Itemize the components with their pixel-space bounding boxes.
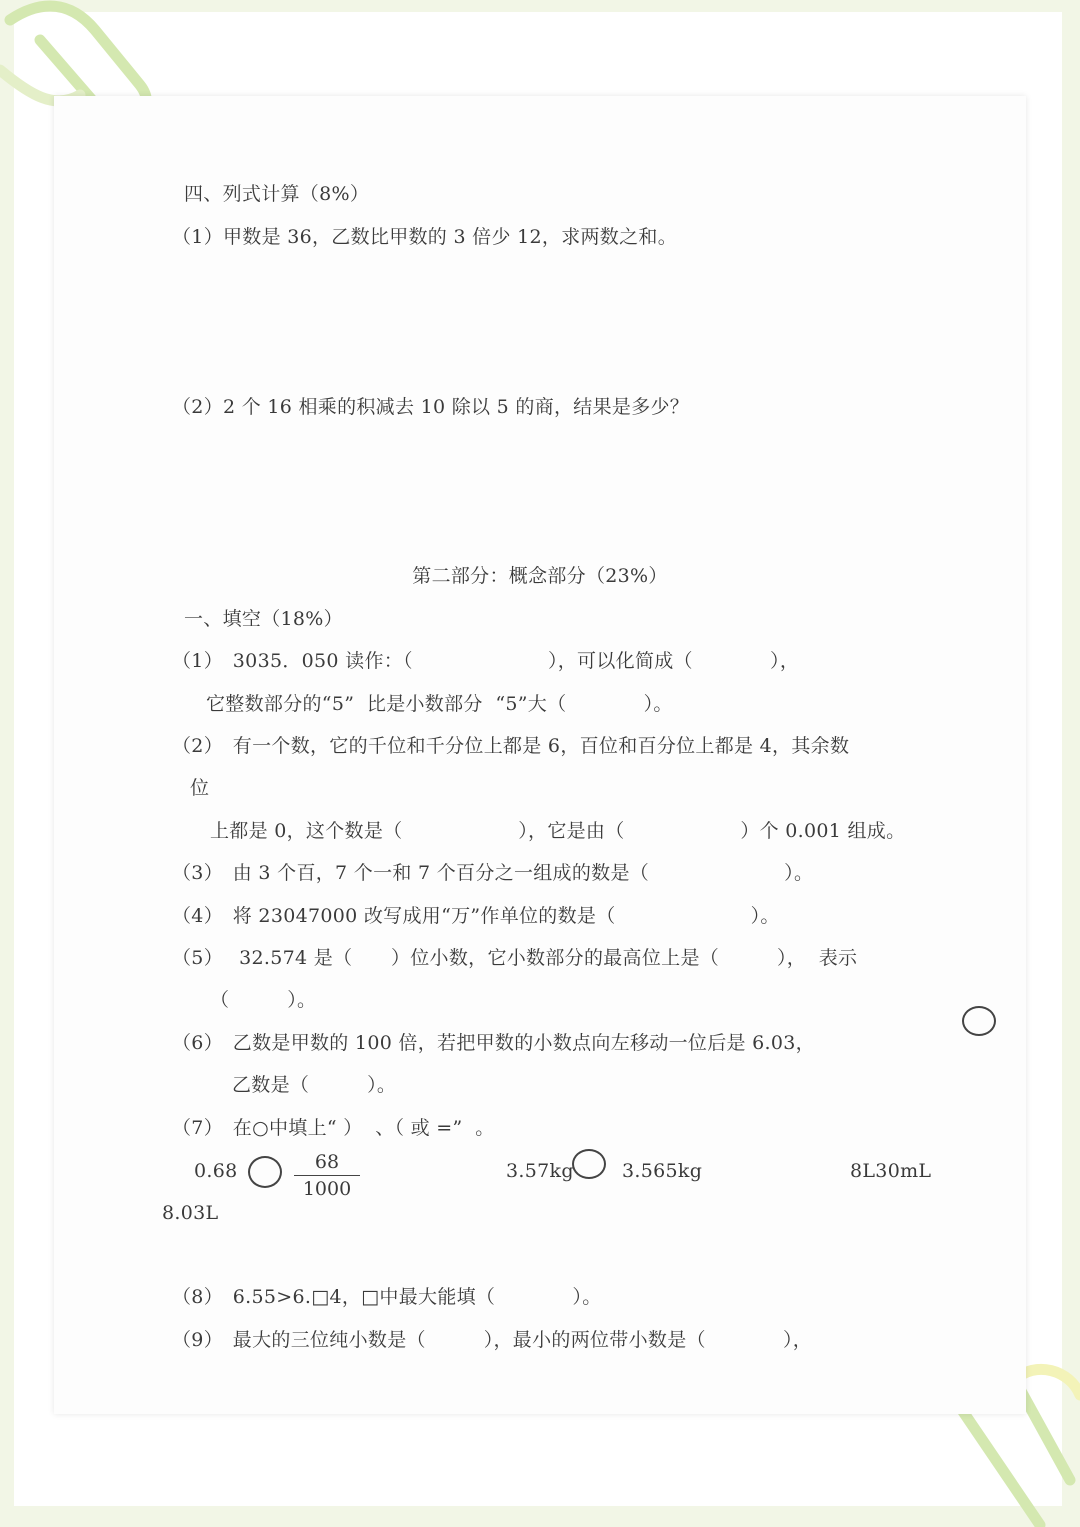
fill-item-1-cont: 它整数部分的“5” 比是小数部分 “5”大（ ）。 [206,693,673,715]
part-title: 第二部分：概念部分（23%） [412,565,668,587]
fill-item-2-cont: 上都是 0，这个数是（ ），它是由（ ）个 0.001 组成。 [210,820,906,842]
question-1: （1）甲数是 36，乙数比甲数的 3 倍少 12，求两数之和。 [172,226,677,248]
fill-item-2-wrap: 位 [190,777,210,799]
fill-item-6: （6） 乙数是甲数的 100 倍，若把甲数的小数点向左移动一位后是 6.03， [172,1032,815,1054]
compare-middle-right: 3.565kg [622,1160,703,1182]
compare-wrap-value: 8.03L [162,1202,219,1224]
fill-item-6-cont: 乙数是（ ）。 [232,1074,397,1096]
compare-middle-left: 3.57kg [506,1160,574,1182]
fill-item-4: （4） 将 23047000 改写成用“万”作单位的数是（ ）。 [172,905,780,927]
fill-item-3: （3） 由 3 个百，7 个一和 7 个百分之一组成的数是（ ）。 [172,862,814,884]
fill-item-2: （2） 有一个数，它的千位和千分位上都是 6，百位和百分位上都是 4，其余数 [172,735,850,757]
question-2: （2）2 个 16 相乘的积减去 10 除以 5 的商，结果是多少？ [172,396,690,418]
fraction-numerator: 68 [314,1151,340,1173]
fill-item-8: （8） 6.55>6.□4，□中最大能填（ ）。 [172,1286,602,1308]
compare-circle [248,1156,282,1188]
compare-right-value: 8L30mL [850,1160,932,1182]
fill-item-5: （5） 32.574 是（ ）位小数，它小数部分的最高位上是（ ）， 表示 [172,947,858,969]
fill-item-9: （9） 最大的三位纯小数是（ ），最小的两位带小数是（ ）， [172,1329,813,1351]
fraction [294,1151,360,1200]
fill-item-7: （7） 在○中填上“ ） 、（ 或 =” 。 [172,1117,495,1139]
section-heading: 四、列式计算（8%） [184,183,370,205]
compare-circle [572,1149,606,1179]
fill-item-1: （1） 3035．050 读作：（ ），可以化简成（ ）， [172,650,800,672]
fraction-bar [294,1175,360,1176]
fill-item-5-cont: （ ）。 [210,989,317,1011]
worksheet-page [54,96,1026,1414]
fill-heading: 一、填空（18%） [184,608,343,630]
compare-circle [962,1006,996,1036]
compare-left-value: 0.68 [194,1160,238,1182]
fraction-denominator: 1000 [302,1178,352,1200]
